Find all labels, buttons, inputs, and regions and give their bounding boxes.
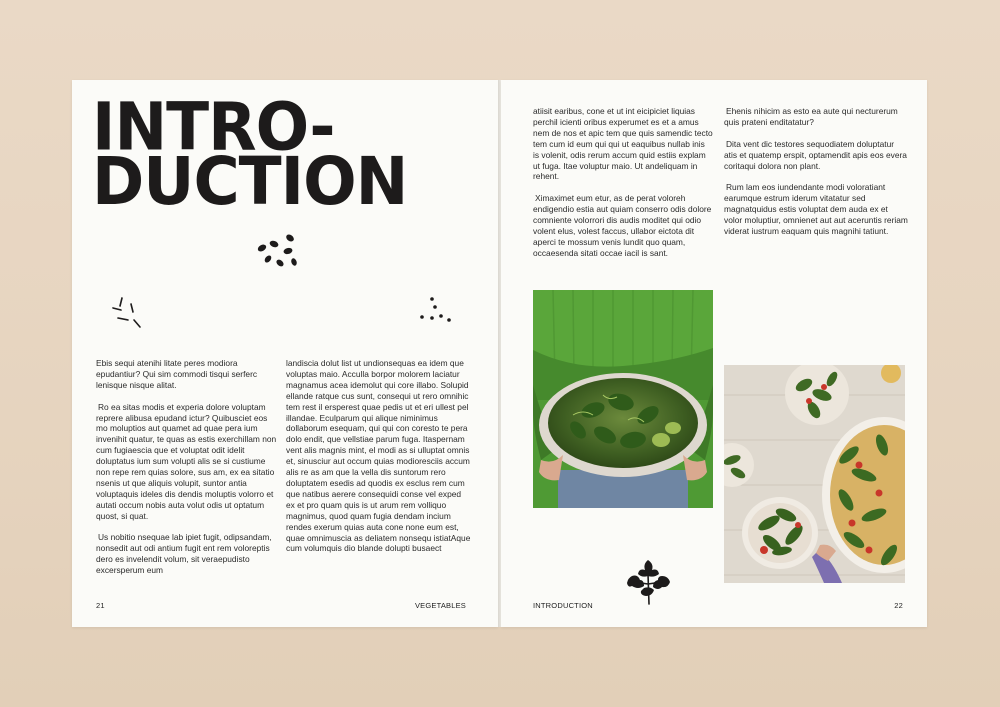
left-column-2 <box>286 358 472 565</box>
seeds-icon <box>254 232 300 272</box>
paragraph: Rum lam eos iundendante modi voloratiant earumque estrum iderum vitatatur sed magnatquidus estis voluptat dem auda ex et volor moluptiur, omnienet aut aut aceruntis reriam viderat iustrum eaquam quis magnihi tatiunt. <box>724 182 908 236</box>
page-number: 22 <box>894 601 903 610</box>
right-page <box>501 80 927 627</box>
cilantro-leaf-icon <box>626 558 672 606</box>
herb-sprigs-icon <box>108 296 144 330</box>
right-column-1 <box>533 106 713 270</box>
photo-person-holding-bowl <box>533 290 713 508</box>
page-number: 21 <box>96 601 105 610</box>
paragraph: Ximaximet eum etur, as de perat voloreh endigendio estia aut quiam conserro odis dolore comniente volorrori dis audis moditet qui odio volent elus, volest faccus, ullabor eictota dit aperci te mossum venis lundit quo quam, occaesenda sitati occae iacil is sant. <box>533 193 712 258</box>
paragraph: Ehenis nihicim as esto ea aute qui necturerum quis prateni enditatatur? <box>724 106 898 127</box>
paragraph: Dita vent dic testores sequodiatem doluptatur atis et quatemp erspit, optamendit apis eos evera coritaqui dolora non plant. <box>724 138 907 171</box>
left-page <box>72 80 498 627</box>
running-header: INTRODUCTION <box>533 601 593 610</box>
left-column-1 <box>96 358 278 587</box>
paragraph: atiisit earibus, cone et ut int eicipiciet liquias perchil icienti oribus experumet es et a amus nem de nos et apic tem que quis samendic tecto tem cum id eum qui qui ut eaquibus nullab inis is volenit, odis rerum accum quid estiis explam ut fuga. Itae voluptur maio. Ut andeliquam in rehent. <box>533 106 713 182</box>
paragraph: Ro ea sitas modis et experia dolore voluptam reprere alibusa epudand ictur? Quibusciet eos mo moluptios aut quamet ad quae pera ium invenihit quatur, te quas as estis exerchillam non cum fugiaescia que et voluptat odit idelit doluptatus ium sum volupti alis se si custiume non repe rem quias solore, sus am, ex ea sitatio nsenis ut que aliquis volupit, suntor antia voluptaquis ideles dis dendis moluptis volorro et autati occum nobis auta volut odis ut optatum quost, si quat. <box>96 401 277 521</box>
right-column-2 <box>724 106 908 248</box>
photo-table-spread <box>724 365 905 583</box>
paragraph: landiscia dolut list ut undionsequas ea idem que voluptas maio. Acculla borpor molorem laciatur magnamus acea idemolut qui core illabo. Solupid ellande ratque cus sunt, consequi ut rero omnihic tem rest il ersperest quae pedis ut et eri ullest pel illandae. Eculparum qui alique niminimus dollaborum esequam, qui qui con coresto te pera dolo endit, que vellstiae parum fuga. Itaspernam vent alis magnis mint, el modi as si ulluptat omnis et, sinusciur aut occum quias modioresciis accum alis re as am que la vella dis suntorum rero doluptatem esedis ad quodis ex esclus rem cum que natibus aerere consequidi conse vel exped ex et pro quam quis is ut arum rem volliquo magnimus, quod quam fugia dendam incium rendes exerum quias auta cone none eum est, quae omnimuscia as deliatem nonsequ istiatAque cum volumquis dio blande dolupti busaect <box>286 358 471 554</box>
paragraph: Ebis sequi atenihi litate peres modiora epudantiur? Qui sim commodi tisqui serferc lenisque nisque alitat. <box>96 358 258 390</box>
running-header: VEGETABLES <box>414 601 466 610</box>
dots-icon <box>418 296 452 324</box>
page-title: INTRO- DUCTION <box>92 88 408 220</box>
paragraph: Us nobitio nsequae lab ipiet fugit, odipsandam, nonsedit aut odi antium fugit ent rem voloreptis dero es invelendit volum, sit veraepudisto excersperum eum <box>96 532 272 576</box>
